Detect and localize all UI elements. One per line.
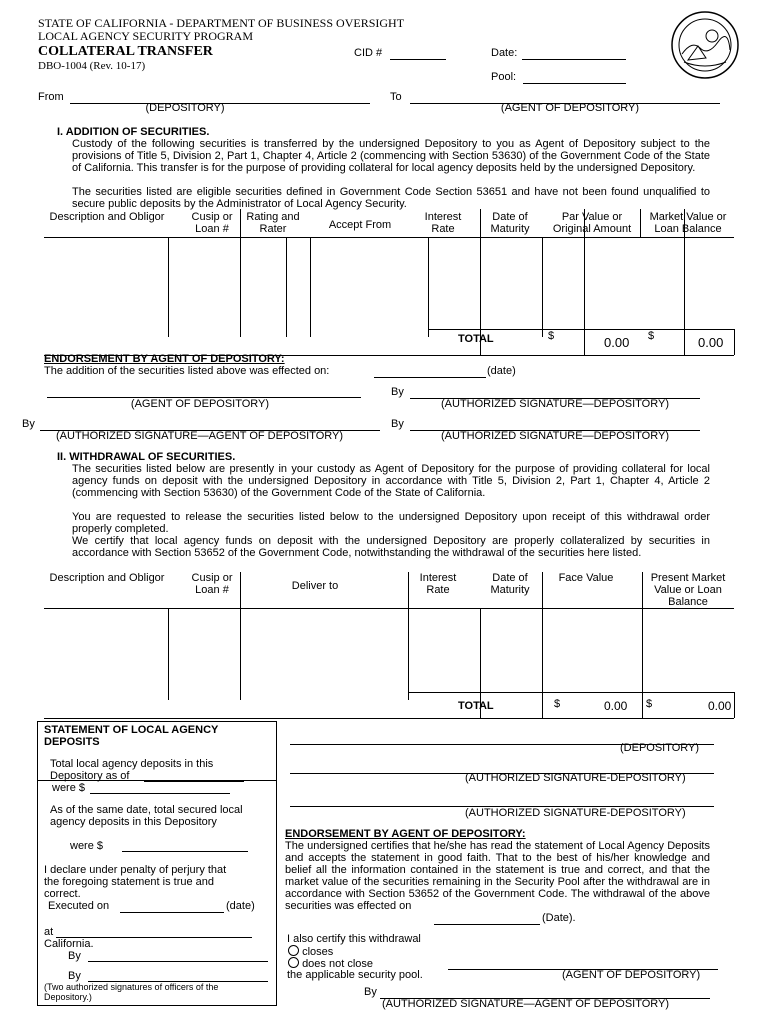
endorsement2-heading: ENDORSEMENT BY AGENT OF DEPOSITORY: [285,828,526,840]
does-not-close-radio[interactable] [288,957,299,968]
executed-on-input[interactable] [120,901,224,913]
at-label: at [44,926,54,938]
secured-line-1: As of the same date, total secured local [50,804,243,816]
col2-market: Present Market Value or Loan Balance [650,572,726,608]
from-label: From [38,91,64,103]
total2-market-value[interactable]: 0.00 [708,699,732,713]
total-line-3: were $ [52,782,86,794]
total-line-1: Total local agency deposits in this [50,758,214,770]
pool-label: Pool: [491,71,517,83]
auth-dep-caption-r2: (AUTHORIZED SIGNATURE-DEPOSITORY) [465,807,686,819]
statement-heading-1: STATEMENT OF LOCAL AGENCY [44,724,219,736]
auth-dep-caption-r1: (AUTHORIZED SIGNATURE-DEPOSITORY) [465,772,686,784]
date-label: Date: [491,47,518,59]
endorsement1-date-input[interactable] [374,366,486,378]
to-label: To [390,91,402,103]
pool-input[interactable] [523,72,626,84]
declare-line-3: correct. [44,888,81,900]
statement-box [37,721,277,1006]
california-label: California. [44,938,94,950]
at-location-input[interactable] [56,926,252,938]
by-label-r: By [364,986,377,998]
section1-paragraph2: The securities listed are eligible securities defined in Government Code Section 53651 and have not been found unqualified to secure public deposits by the Administrator of Local Agency Security. [72,186,710,210]
auth-agent-caption: (AUTHORIZED SIGNATURE—AGENT OF DEPOSITORY) [56,430,344,442]
certify-line: I also certify this withdrawal [287,933,421,945]
col2-maturity: Date of Maturity [490,572,530,596]
secured-deposits-input[interactable] [122,840,248,852]
cid-input[interactable] [390,48,446,60]
cid-label: CID # [354,47,383,59]
section2-paragraph1: The securities listed below are presently in your custody as Agent of Depository for the purpose of providing collateral for local agency funds on deposit with the undersigned Depository in accordance with Title 5, Division 2, Part 1, Chapter 4, Article 2 (commencing with Section 53630) of the Government Code of the State of California. [72,463,710,499]
total2-market-currency: $ [646,698,653,710]
statement-signature-1-input[interactable] [88,950,268,962]
depository-caption: (DEPOSITORY) [620,742,700,754]
col-accept-from: Accept From [328,219,392,231]
total-market-value[interactable]: 0.00 [698,335,724,350]
form-number: DBO-1004 (Rev. 10-17) [38,60,146,72]
section2-paragraph2: You are requested to release the securities listed below to the undersigned Depository upon receipt of this withdrawal order properly completed. [72,511,710,535]
agent-caption-r: (AGENT OF DEPOSITORY) [562,969,701,981]
statement-by-1: By [68,950,81,962]
endorsement1-date-suffix: (date) [487,365,516,377]
by-label-1: By [391,386,404,398]
statement-note: (Two authorized signatures of officers of the Depository.) [44,982,219,1002]
applicable-pool: the applicable security pool. [287,969,423,981]
auth-dep-caption-2: (AUTHORIZED SIGNATURE—DEPOSITORY) [441,430,669,442]
statement-heading-2: DEPOSITS [44,736,100,748]
statement-by-2: By [68,970,81,982]
section2-heading: II. WITHDRAWAL OF SECURITIES. [57,451,236,463]
total-deposits-input[interactable] [90,782,230,794]
col-description: Description and Obligor [49,211,165,223]
col-rating: Rating and Rater [246,211,300,235]
total-market-currency: $ [648,330,655,342]
col-interest: Interest Rate [424,211,462,235]
col-cusip: Cusip or Loan # [191,211,233,235]
state-seal-icon [670,10,740,80]
col-market-value: Market Value or Loan Balance [649,211,727,235]
closes-radio[interactable] [288,945,299,956]
total2-label: TOTAL [458,700,494,712]
agent-caption: (AGENT OF DEPOSITORY) [130,398,270,410]
col-par-value: Par Value or Original Amount [552,211,632,235]
right-signature-2-input[interactable] [290,795,714,807]
total-par-value[interactable]: 0.00 [604,335,630,350]
statement-signature-2-input[interactable] [88,970,268,982]
by-label-3: By [391,418,404,430]
col2-cusip: Cusip or Loan # [191,572,233,596]
does-not-close-label: does not close [302,958,373,970]
secured-line-2: agency deposits in this Depository [50,816,217,828]
col-maturity: Date of Maturity [490,211,530,235]
total2-face-value[interactable]: 0.00 [604,699,628,713]
section1-paragraph1: Custody of the following securities is transferred by the undersigned Depository to you as Agent of Depository subject to the provisions of Title 5, Division 2, Part 1, Chapter 4, Article 2 (commencing with Section 53630) of the Government Code of the State of California. This transfer is for the purpose of providing collateral for local agency deposits held by the undersigned Depository. [72,138,710,174]
declare-line-1: I declare under penalty of perjury that [44,864,227,876]
agency-line-2: LOCAL AGENCY SECURITY PROGRAM [38,29,254,43]
section2-paragraph3: We certify that local agency funds on deposit with the undersigned Depository are properly collateralized by securities in accordance with Section 53652 of the Government Code, notwithstanding the withdrawal of the securities here listed. [72,535,710,559]
total2-face-currency: $ [554,698,561,710]
total-par-currency: $ [548,330,555,342]
form-title: COLLATERAL TRANSFER [38,44,213,59]
auth-dep-caption: (AUTHORIZED SIGNATURE—DEPOSITORY) [441,398,669,410]
withdrawals-table [44,572,734,718]
endorsement1-heading: ENDORSEMENT BY AGENT OF DEPOSITORY: [44,353,285,365]
total-label: TOTAL [458,333,494,345]
col2-deliver-to: Deliver to [291,580,339,592]
endorsement2-date-suffix: (Date). [542,912,576,924]
col2-face: Face Value [558,572,614,584]
executed-date-suffix: (date) [226,900,255,912]
from-caption: (DEPOSITORY) [145,102,225,114]
declare-line-2: the foregoing statement is true and [44,876,214,888]
section1-heading: I. ADDITION OF SECURITIES. [57,126,210,138]
total-line-2: Depository as of [50,770,130,782]
col2-interest: Interest Rate [419,572,457,596]
executed-on-label: Executed on [48,900,110,912]
endorsement2-text: The undersigned certifies that he/she has read the statement of Local Agency Deposits and accepts the statement in good faith. That to the best of his/her knowledge and belief all the information contained in the statement is true and correct, and that the market value of the securities remaining in the Security Pool after the withdrawal are in accordance with Section 53652 of the Government Code. The withdrawal of the above securities was effected on [285,840,710,912]
date-input[interactable] [522,48,626,60]
agency-line-1: STATE OF CALIFORNIA - DEPARTMENT OF BUSINESS OVERSIGHT [38,16,405,30]
to-caption: (AGENT OF DEPOSITORY) [500,102,640,114]
closes-label: closes [302,946,334,958]
endorsement1-text: The addition of the securities listed above was effected on: [44,365,330,377]
col2-description: Description and Obligor [49,572,165,584]
endorsement2-date-input[interactable] [434,913,540,925]
secured-were: were $ [70,840,104,852]
additions-table [44,209,734,355]
auth-agent-caption-r: (AUTHORIZED SIGNATURE—AGENT OF DEPOSITORY) [382,998,670,1010]
by-label-2: By [22,418,35,430]
